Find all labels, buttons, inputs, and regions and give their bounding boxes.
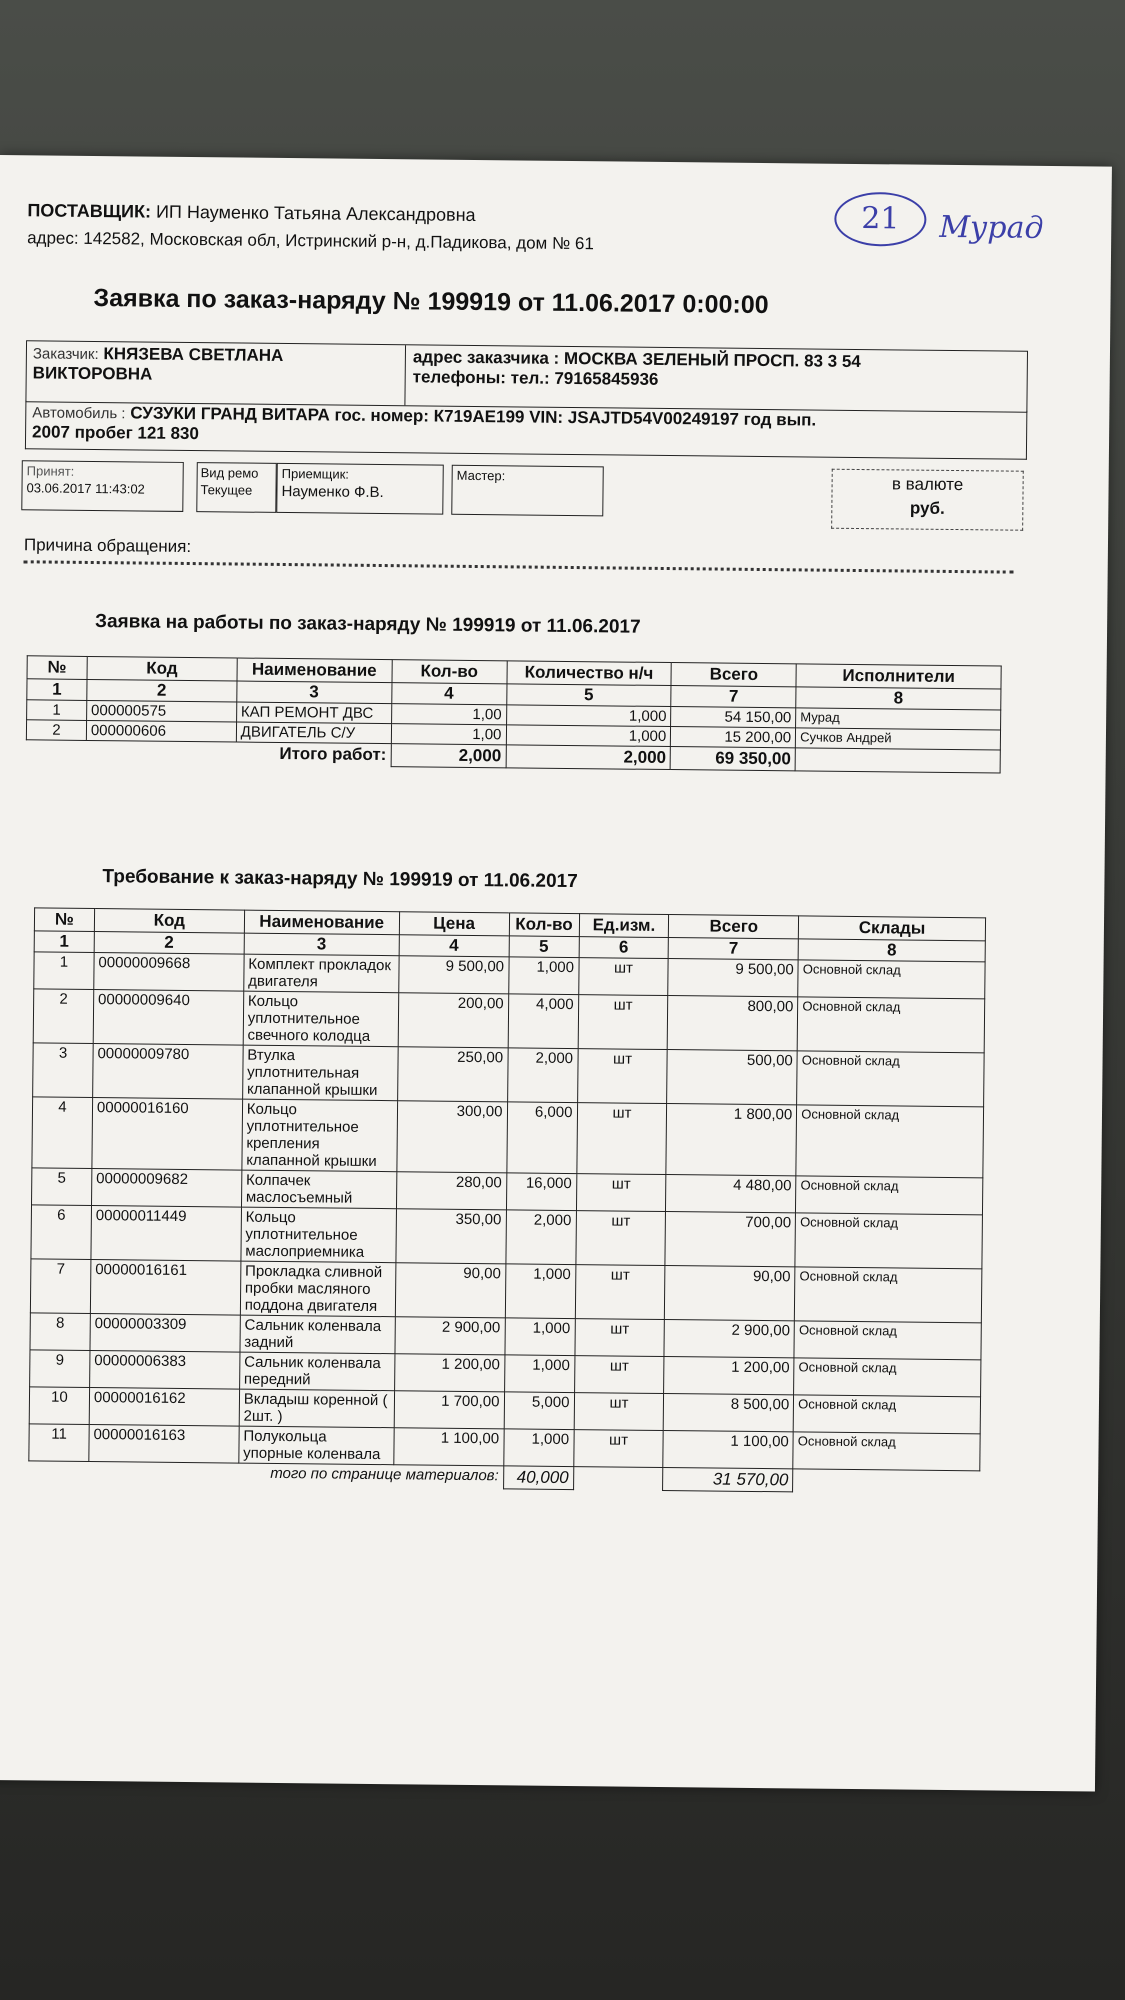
- row-name: Сальник коленвала передний: [239, 1352, 394, 1391]
- supplier-line: ПОСТАВЩИК: ИП Науменко Татьяна Александровна: [27, 200, 476, 225]
- row-total: 1 100,00: [663, 1431, 793, 1469]
- car-box: Автомобиль : СУЗУКИ ГРАНД ВИТАРА гос. номер: К719АЕ199 VIN: JSAJTD54V00249197 год вып. 2007 пробег 121 830: [25, 400, 1027, 459]
- row-qty: 5,000: [504, 1392, 574, 1430]
- works-number-row: 1 2 3 4 5 7 8: [27, 679, 1001, 710]
- parts-number-row: 1 2 3 4 5 6 7 8: [34, 931, 985, 962]
- row-total: 15 200,00: [671, 727, 796, 748]
- row-number: 7: [30, 1259, 90, 1314]
- row-unit: шт: [575, 1211, 665, 1266]
- row-unit: шт: [577, 1049, 667, 1104]
- row-code: 00000016161: [90, 1260, 240, 1316]
- works-table: [26, 655, 1002, 773]
- row-name: Кольцо уплотнительное крепления клапанной крышки: [242, 1099, 398, 1172]
- works-total-qty: 2,000: [391, 744, 506, 768]
- row-total: 700,00: [665, 1212, 795, 1267]
- works-header-row: № Код Наименование Кол-во Количество н/ч Всего Исполнители: [27, 656, 1001, 689]
- parts-table: [28, 907, 986, 1494]
- parts-header-row: № Код Наименование Цена Кол-во Ед.изм. Всего Склады: [34, 908, 985, 941]
- table-row: [33, 989, 985, 1053]
- empty-cell: [793, 1469, 980, 1494]
- row-price: 90,00: [395, 1263, 505, 1318]
- row-total: 500,00: [667, 1050, 797, 1105]
- row-name: Полукольца упорные коленвала: [239, 1426, 394, 1465]
- row-number: 1: [34, 952, 94, 990]
- row-name: Сальник коленвала задний: [240, 1315, 395, 1354]
- row-price: 2 900,00: [395, 1317, 505, 1355]
- row-total: 1 800,00: [666, 1104, 797, 1176]
- reason-label: Причина обращения:: [23, 535, 192, 557]
- customer-address: адрес заказчика : МОСКВА ЗЕЛЕНЫЙ ПРОСП. 83 3 54: [412, 347, 861, 372]
- row-qty: 1,00: [391, 724, 506, 745]
- row-name: Колпачек маслосъемный: [241, 1170, 396, 1209]
- row-price: 1 700,00: [394, 1391, 504, 1429]
- row-code: 00000009640: [93, 990, 243, 1046]
- table-row: [32, 1097, 984, 1178]
- row-total: 9 500,00: [668, 959, 798, 997]
- row-store: Основной склад: [793, 1432, 980, 1471]
- row-total: 2 900,00: [664, 1320, 794, 1358]
- row-code: 00000016163: [89, 1425, 239, 1464]
- row-qty: 1,000: [505, 1318, 575, 1356]
- document-page: [0, 155, 1112, 1792]
- page-title: Заявка по заказ-наряду № 199919 от 11.06.2017 0:00:00: [93, 283, 769, 320]
- row-qty: 2,000: [507, 1048, 578, 1103]
- row-unit: шт: [576, 1103, 667, 1175]
- row-number: 9: [30, 1350, 90, 1388]
- works-total-label: Итого работ:: [279, 743, 387, 765]
- row-number: 1: [27, 700, 87, 721]
- row-unit: шт: [578, 995, 668, 1050]
- row-store: Основной склад: [796, 1176, 983, 1215]
- row-number: 10: [29, 1387, 89, 1425]
- row-number: 2: [26, 720, 86, 741]
- row-price: 280,00: [396, 1172, 506, 1210]
- table-row: [30, 1259, 982, 1323]
- works-total-sum: 69 350,00: [670, 747, 795, 771]
- row-name: ДВИГАТЕЛЬ С/У: [236, 722, 391, 744]
- row-total: 4 480,00: [666, 1175, 796, 1213]
- row-unit: шт: [574, 1356, 664, 1394]
- row-name: Втулка уплотнительная клапанной крышки: [242, 1045, 397, 1101]
- handwritten-signature: Мурад: [939, 209, 1044, 246]
- row-code: 00000006383: [90, 1351, 240, 1390]
- car-year-mileage: 2007 пробег 121 830: [32, 422, 199, 444]
- row-store: Основной склад: [797, 1051, 984, 1107]
- row-unit: шт: [578, 958, 668, 996]
- row-hours: 1,000: [506, 725, 671, 747]
- row-number: 8: [30, 1313, 90, 1351]
- row-store: Основной склад: [793, 1395, 980, 1434]
- row-store: Основной склад: [795, 1213, 982, 1269]
- parts-total-qty: 40,000: [503, 1466, 573, 1490]
- row-price: 9 500,00: [398, 956, 508, 994]
- row-name: КАП РЕМОНТ ДВС: [236, 702, 391, 724]
- row-code: 00000016160: [92, 1098, 243, 1171]
- row-store: Основной склад: [795, 1267, 982, 1323]
- row-name: Кольцо уплотнительное маслоприемника: [241, 1207, 396, 1263]
- table-row: [33, 1043, 985, 1107]
- empty-cell: [573, 1467, 663, 1491]
- parts-total-label: того по странице материалов:: [270, 1464, 499, 1485]
- row-code: 000000575: [86, 700, 236, 722]
- row-qty: 16,000: [506, 1173, 576, 1211]
- works-total-hours: 2,000: [506, 745, 671, 770]
- master-box: Мастер:: [451, 465, 604, 517]
- row-total: 800,00: [668, 996, 798, 1051]
- row-qty: 6,000: [506, 1102, 577, 1174]
- row-executor: Сучков Андрей: [796, 728, 1001, 750]
- row-number: 4: [32, 1097, 93, 1169]
- row-name: Прокладка сливной пробки масляного поддона двигателя: [240, 1261, 395, 1317]
- row-total: 54 150,00: [671, 707, 796, 728]
- row-code: 00000009682: [91, 1169, 241, 1208]
- row-store: Основной склад: [798, 960, 985, 999]
- row-qty: 1,00: [391, 704, 506, 725]
- supplier-address: адрес: 142582, Московская обл, Истринский р-н, д.Падикова, дом № 61: [27, 228, 594, 254]
- currency-box: в валюте руб.: [831, 469, 1024, 531]
- receiver-box: Приемщик: Науменко Ф.В.: [276, 463, 444, 515]
- row-hours: 1,000: [506, 705, 671, 727]
- row-name: Вкладыш коренной ( 2шт. ): [239, 1389, 394, 1428]
- row-qty: 1,000: [503, 1429, 573, 1467]
- row-code: 00000011449: [91, 1206, 241, 1262]
- row-number: 11: [29, 1424, 89, 1462]
- repair-kind-box: Вид ремо Текущее: [196, 462, 277, 513]
- customer-phones: телефоны: тел.: 79165845936: [412, 367, 659, 389]
- works-title: Заявка на работы по заказ-наряду № 199919 от 11.06.2017: [95, 611, 641, 638]
- row-qty: 4,000: [508, 994, 579, 1049]
- row-name: Кольцо уплотнительное свечного колодца: [243, 991, 398, 1047]
- row-number: 3: [33, 1043, 93, 1098]
- row-price: 300,00: [397, 1101, 508, 1173]
- row-qty: 1,000: [505, 1264, 576, 1319]
- row-qty: 2,000: [505, 1210, 576, 1265]
- row-number: 5: [32, 1168, 92, 1206]
- row-executor: Мурад: [796, 708, 1001, 730]
- customer-name-cell: Заказчик: КНЯЗЕВА СВЕТЛАНА ВИКТОРОВНА: [26, 341, 406, 405]
- table-row: [31, 1205, 983, 1269]
- row-store: Основной склад: [797, 997, 984, 1053]
- row-price: 1 100,00: [394, 1428, 504, 1466]
- row-qty: 1,000: [508, 957, 578, 995]
- row-store: Основной склад: [796, 1105, 983, 1178]
- row-price: 1 200,00: [394, 1354, 504, 1392]
- row-store: Основной склад: [794, 1358, 981, 1397]
- parts-title: Требование к заказ-наряду № 199919 от 11.06.2017: [102, 866, 578, 893]
- row-code: 00000009668: [94, 953, 244, 992]
- row-unit: шт: [575, 1265, 665, 1320]
- row-unit: шт: [574, 1393, 664, 1431]
- car-details: СУЗУКИ ГРАНД ВИТАРА гос. номер: К719АЕ199 VIN: JSAJTD54V00249197 год вып.: [130, 403, 817, 430]
- row-unit: шт: [576, 1174, 666, 1212]
- row-code: 00000009780: [93, 1044, 243, 1100]
- row-total: 1 200,00: [664, 1357, 794, 1395]
- row-unit: шт: [573, 1430, 663, 1468]
- empty-cell: [795, 748, 1000, 773]
- parts-total-sum: 31 570,00: [663, 1468, 793, 1492]
- row-number: 6: [31, 1205, 91, 1260]
- row-name: Комплект прокладок двигателя: [244, 954, 399, 993]
- row-price: 200,00: [398, 993, 508, 1048]
- row-code: 00000003309: [90, 1314, 240, 1353]
- row-store: Основной склад: [794, 1321, 981, 1360]
- row-code: 00000016162: [89, 1388, 239, 1427]
- row-code: 000000606: [86, 720, 236, 742]
- row-number: 2: [33, 989, 93, 1044]
- row-total: 90,00: [665, 1266, 795, 1321]
- row-price: 250,00: [397, 1047, 507, 1102]
- accepted-box: Принят: 03.06.2017 11:43:02: [21, 460, 184, 512]
- reason-dotted-line: [24, 560, 1014, 573]
- row-price: 350,00: [396, 1209, 506, 1264]
- row-unit: шт: [574, 1319, 664, 1357]
- handwritten-number: 21: [834, 192, 927, 247]
- row-qty: 1,000: [504, 1355, 574, 1393]
- row-total: 8 500,00: [664, 1394, 794, 1432]
